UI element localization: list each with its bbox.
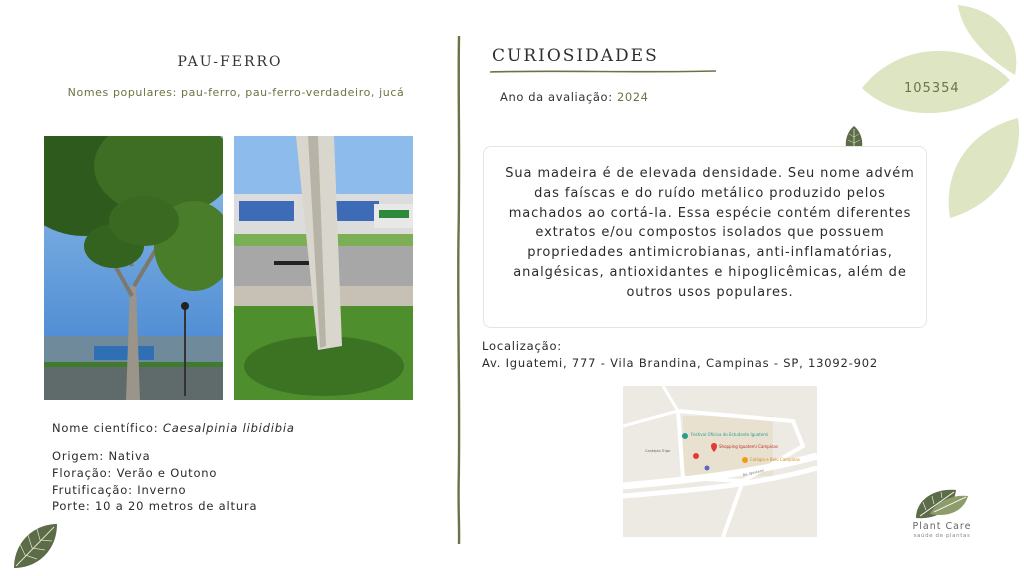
curiosities-title: CURIOSIDADES bbox=[492, 46, 659, 66]
evaluation-year bbox=[500, 90, 649, 104]
fact-fruiting: Frutificação: Inverno bbox=[52, 482, 187, 497]
species-title: PAU-FERRO bbox=[177, 54, 283, 70]
fact-size: Porte: 10 a 20 metros de altura bbox=[52, 499, 258, 514]
map-label-place2: Shopping Iguatemi Campinas bbox=[719, 444, 778, 449]
scientific-name-value: Caesalpinia libidibia bbox=[162, 421, 295, 435]
fact-flowering: Floração: Verão e Outono bbox=[52, 465, 218, 480]
popular-names-value: pau-ferro, pau-ferro-verdadeiro, jucá bbox=[181, 86, 405, 99]
brand-tagline: saúde de plantas bbox=[913, 533, 971, 539]
species-facts bbox=[52, 448, 257, 515]
location-map[interactable] bbox=[623, 386, 817, 537]
tree-photo-2 bbox=[234, 136, 413, 400]
popular-names bbox=[40, 86, 432, 99]
vertical-divider bbox=[455, 36, 463, 544]
evaluation-year-label: Ano da avaliação: bbox=[500, 90, 613, 104]
location-address: Av. Iguatemi, 777 - Vila Brandina, Campinas - SP, 13092-902 bbox=[482, 356, 878, 370]
brand-logo-icon bbox=[910, 486, 974, 522]
brand-name: Plant Care bbox=[912, 521, 972, 532]
curiosity-text: Sua madeira é de elevada densidade. Seu nome advém das faíscas e do ruído metálico produzido pelos machados ao cortá-la. Essa espécie contém diferentes extratos e/ou compostos isolados que possuem propriedades antimicrobianas, anti-inflamatórias, analgésicas, antioxidantes e hipoglicêmicas, além de outros usos populares. bbox=[505, 166, 915, 300]
location-label: Localização: bbox=[482, 339, 562, 353]
title-underline bbox=[490, 68, 716, 76]
scientific-name bbox=[52, 421, 295, 435]
map-label-place1: Festival Oficina do Estudante Iguatemi bbox=[691, 432, 769, 437]
map-label-road1: Av. Iguatemi bbox=[742, 468, 765, 477]
leaf-icon bbox=[10, 522, 60, 570]
record-id: 105354 bbox=[904, 81, 960, 96]
map-label-place3: Colégio e Bolo Campinas bbox=[750, 457, 800, 462]
tree-photo-1 bbox=[44, 136, 223, 400]
popular-names-label: Nomes populares: bbox=[67, 86, 177, 99]
evaluation-year-value: 2024 bbox=[616, 90, 649, 104]
map-label-place4: Cardápio Trigo bbox=[645, 449, 671, 453]
fact-origin: Origem: Nativa bbox=[52, 449, 151, 463]
scientific-name-label: Nome científico: bbox=[52, 421, 159, 435]
